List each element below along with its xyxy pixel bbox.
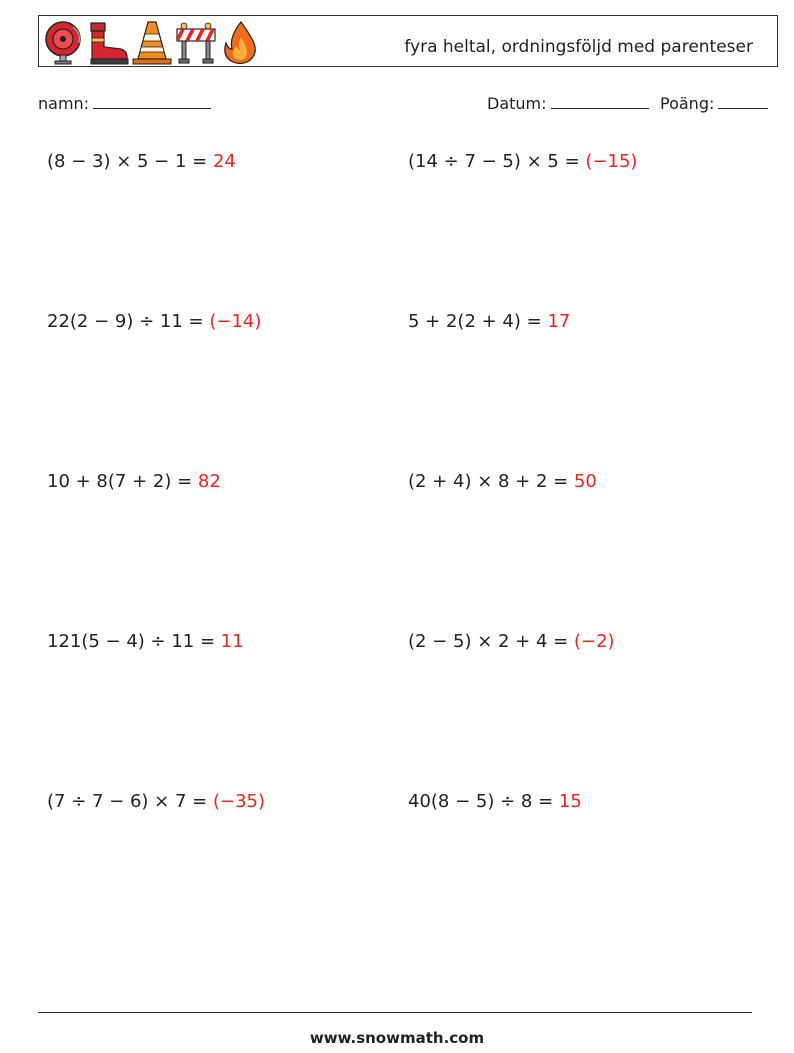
- problem-3: [47, 311, 261, 332]
- problem-question: (2 + 4) × 8 + 2 =: [408, 471, 574, 492]
- problem-9: [47, 791, 265, 812]
- problem-question: 22(2 − 9) ÷ 11 =: [47, 311, 210, 332]
- fire-alarm-bell-icon: [43, 19, 85, 65]
- problem-4: [408, 311, 570, 332]
- score-blank[interactable]: [718, 94, 768, 109]
- problem-question: 40(8 − 5) ÷ 8 =: [408, 791, 559, 812]
- problem-question: (8 − 3) × 5 − 1 =: [47, 151, 213, 172]
- name-label: namn:: [38, 94, 90, 113]
- date-field: [487, 94, 649, 113]
- problem-answer: (−14): [209, 311, 262, 332]
- problem-question: 121(5 − 4) ÷ 11 =: [47, 631, 221, 652]
- problem-7: [47, 631, 244, 652]
- score-label: Poäng:: [660, 94, 715, 113]
- problem-1: [47, 151, 236, 172]
- problem-10: [408, 791, 582, 812]
- problem-answer: 50: [573, 471, 597, 492]
- fire-flame-icon: [219, 19, 261, 65]
- worksheet-title: fyra heltal, ordningsföljd med parenteser: [404, 37, 753, 57]
- problem-question: 10 + 8(7 + 2) =: [47, 471, 198, 492]
- problem-5: [47, 471, 221, 492]
- footer-divider: [38, 1012, 752, 1013]
- problem-answer: 15: [558, 791, 582, 812]
- fireman-boot-icon: [87, 19, 129, 65]
- problem-question: (2 − 5) × 2 + 4 =: [408, 631, 574, 652]
- date-label: Datum:: [487, 94, 547, 113]
- problem-8: [408, 631, 615, 652]
- problem-answer: 24: [212, 151, 236, 172]
- worksheet-header: [38, 15, 778, 67]
- header-icons: [43, 19, 261, 65]
- road-barrier-icon: [175, 19, 217, 65]
- problem-2: [408, 151, 637, 172]
- problem-question: 5 + 2(2 + 4) =: [408, 311, 548, 332]
- problem-answer: 11: [220, 631, 244, 652]
- name-field: [38, 94, 211, 113]
- date-blank[interactable]: [551, 94, 649, 109]
- problem-answer: (−35): [212, 791, 265, 812]
- problem-answer: 82: [197, 471, 221, 492]
- problem-answer: (−15): [585, 151, 638, 172]
- problem-6: [408, 471, 597, 492]
- problem-question: (14 ÷ 7 − 5) × 5 =: [408, 151, 586, 172]
- name-blank[interactable]: [93, 94, 211, 109]
- problem-answer: 17: [547, 311, 571, 332]
- problem-question: (7 ÷ 7 − 6) × 7 =: [47, 791, 213, 812]
- problem-answer: (−2): [573, 631, 615, 652]
- score-field: [660, 94, 768, 113]
- traffic-cone-icon: [131, 19, 173, 65]
- footer-url[interactable]: www.snowmath.com: [309, 1029, 485, 1047]
